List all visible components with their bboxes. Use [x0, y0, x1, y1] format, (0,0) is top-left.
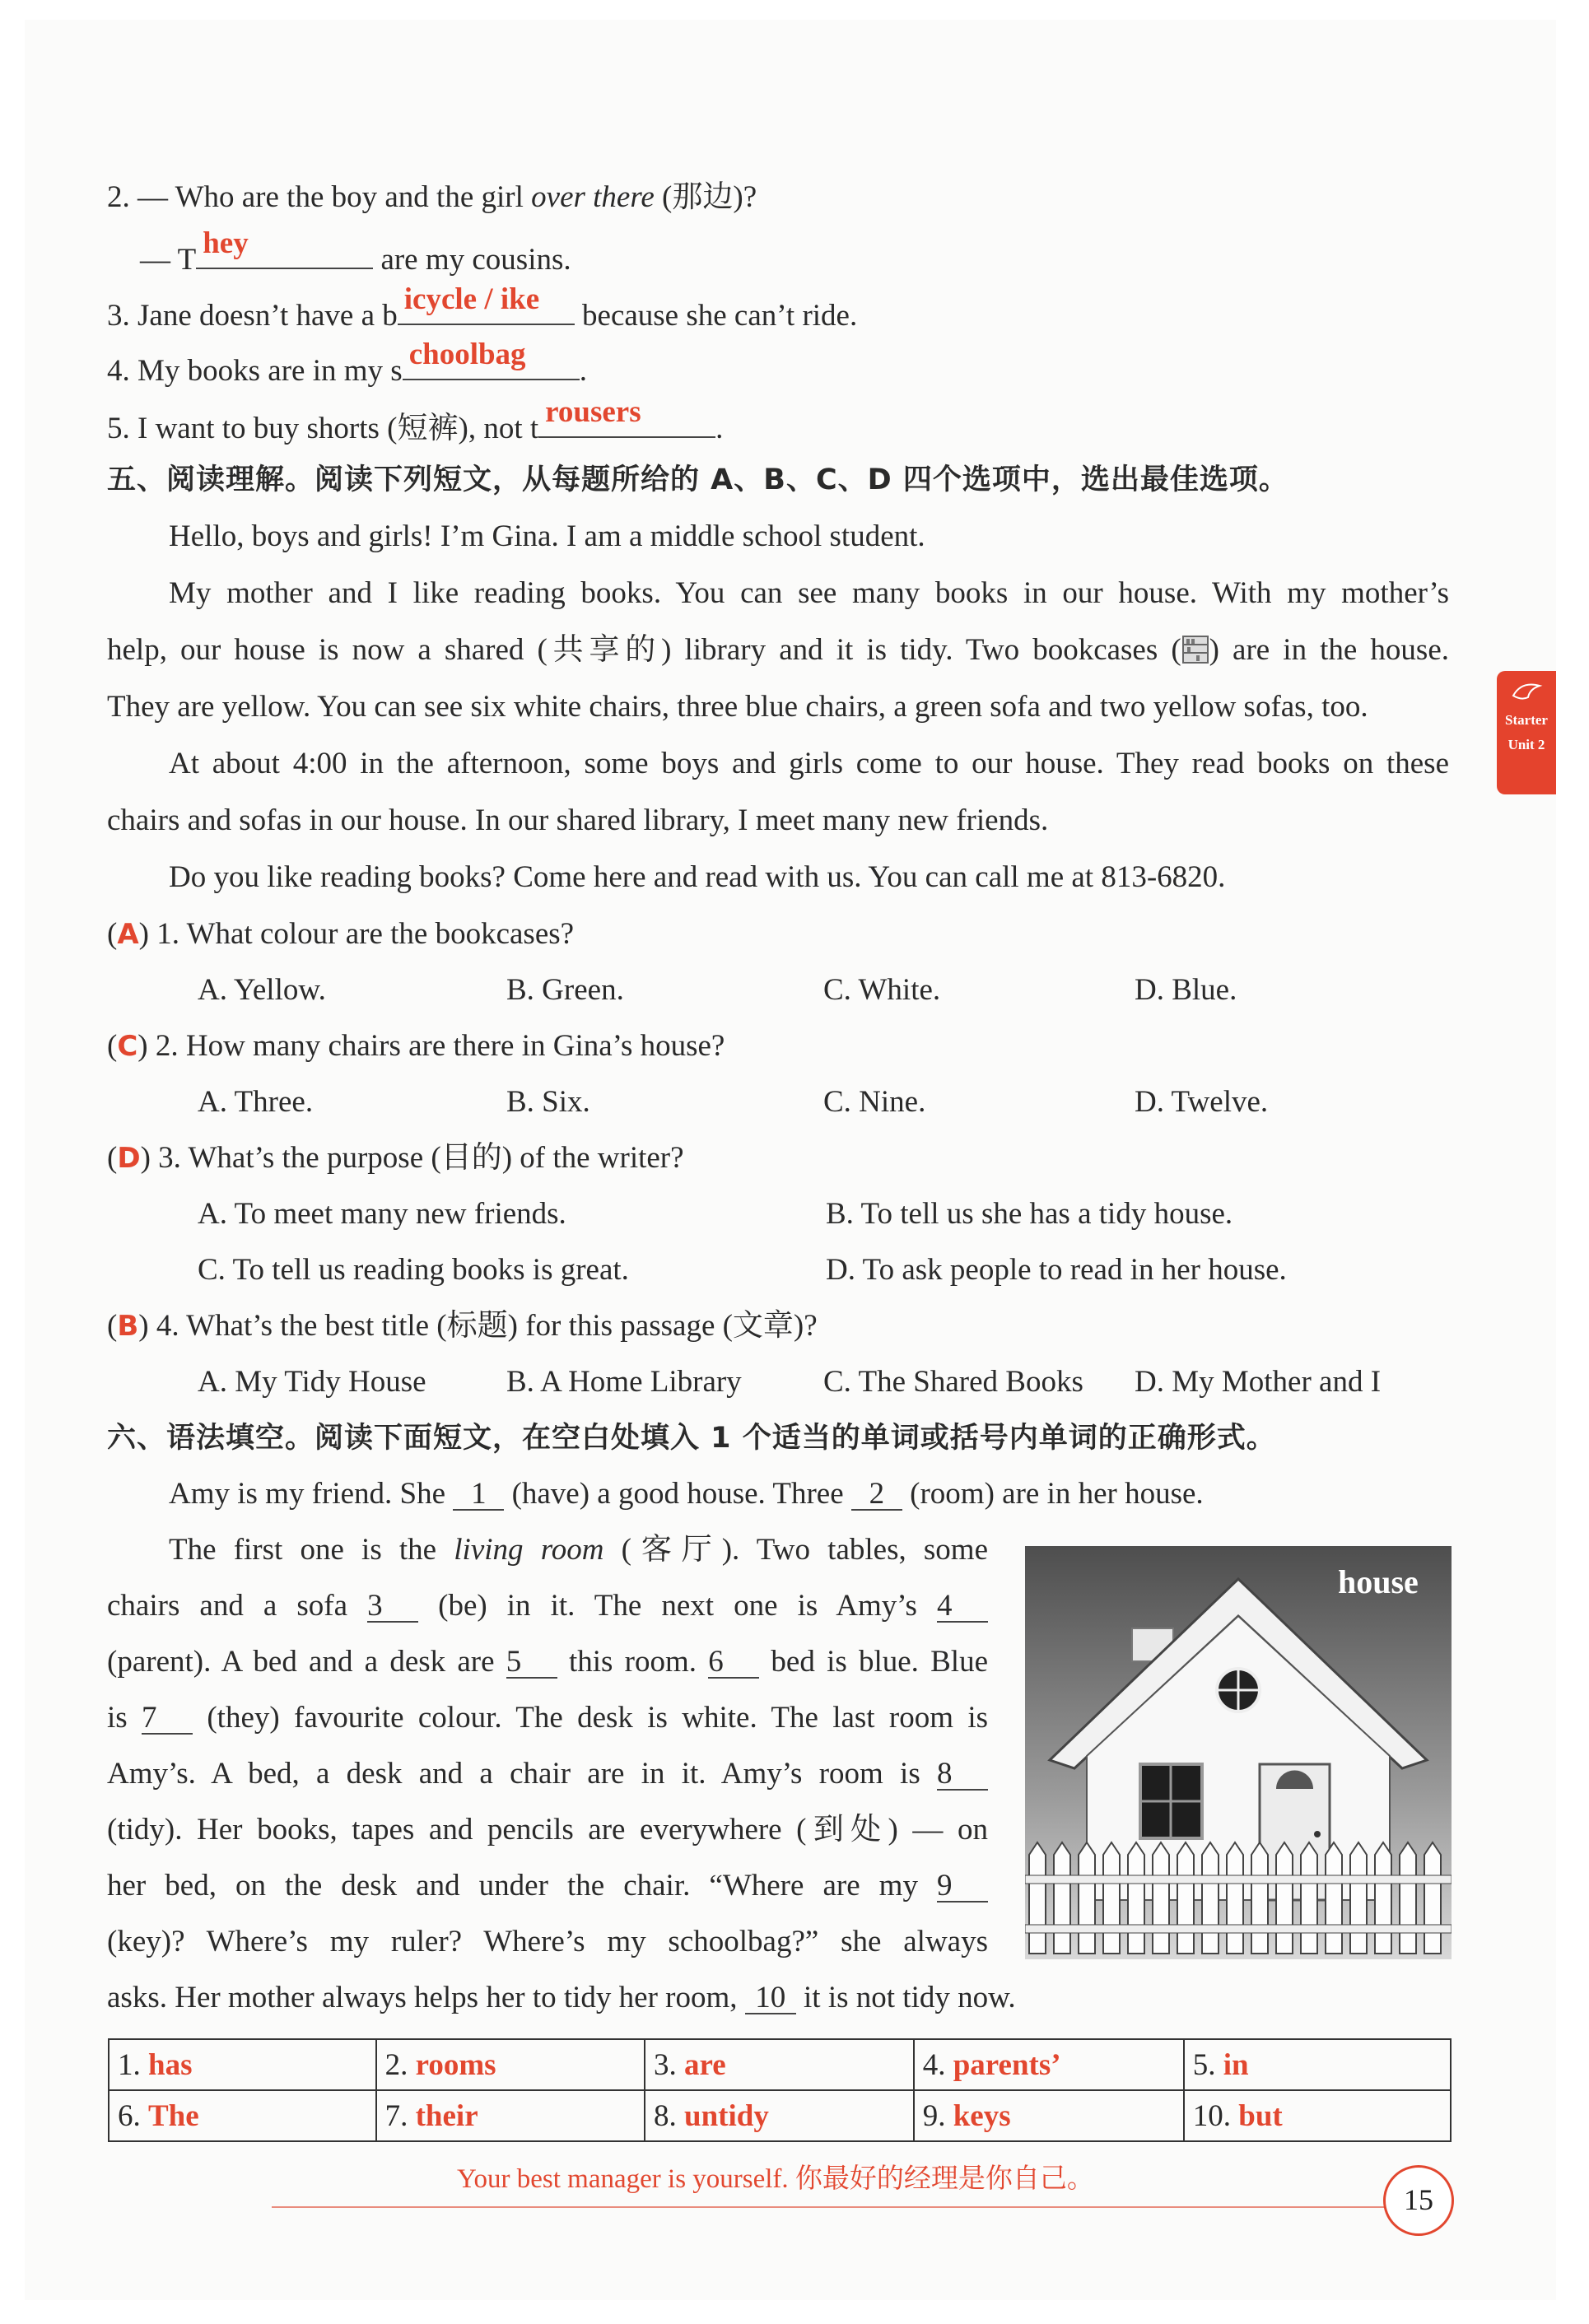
cloze-blank: 5 [506, 1647, 557, 1679]
table-cell: 1. has [109, 2039, 376, 2090]
unit-side-tab [1497, 671, 1556, 794]
cloze-line-9: (key)? Where’s my ruler? Where’s my schoolbag?” she always [107, 1925, 988, 1958]
option: B. Green. [506, 973, 624, 1007]
option: A. Three. [198, 1085, 314, 1119]
table-row [109, 2090, 1451, 2141]
cloze-line-3: chairs and a sofa 3 (be) in it. The next one is Amy’s 4 [107, 1586, 988, 1627]
passage-p2a: My mother and I like reading books. You can see many books in our house. With my mother’s [169, 576, 1449, 610]
option: C. White. [823, 973, 941, 1007]
answer-table [108, 2038, 1452, 2142]
q2-answer-line: — T hey are my cousins. [140, 235, 571, 281]
table-cell: 6. The [109, 2090, 376, 2141]
option: B. Six. [506, 1085, 590, 1119]
choice-answer: A [117, 918, 139, 951]
bookcase-icon [1181, 635, 1209, 664]
q5-line: 5. I want to buy shorts (短裤), not t rousers . [107, 403, 723, 449]
option: D. My Mother and I [1135, 1365, 1382, 1399]
passage-p3a: At about 4:00 in the afternoon, some boys and girls come to our house. They read books on these [169, 747, 1449, 780]
answer-text: hey [203, 226, 249, 260]
tab-line-1: Starter [1505, 712, 1548, 728]
cloze-blank: 4 [937, 1591, 988, 1623]
table-cell: 10. but [1184, 2090, 1451, 2141]
option: B. A Home Library [506, 1365, 742, 1399]
option: A. To meet many new friends. [198, 1197, 566, 1231]
footer-motto: Your best manager is yourself. 你最好的经理是你自己。 [457, 2164, 1094, 2194]
cloze-line-5: is 7 (they) favourite colour. The desk is white. The last room is [107, 1701, 988, 1735]
tab-line-2: Unit 2 [1507, 737, 1545, 752]
table-cell: 3. are [645, 2039, 914, 2090]
section5-heading: 五、阅读理解。阅读下列短文，从每题所给的 A、B、C、D 四个选项中，选出最佳选项。 [107, 463, 1288, 496]
cloze-line-2: The first one is the living room (客厅). Two tables, some [169, 1533, 988, 1567]
option: D. Twelve. [1135, 1085, 1269, 1119]
cloze-line-4: (parent). A bed and a desk are 5 this room. 6 bed is blue. Blue [107, 1645, 989, 1679]
passage-p1: Hello, boys and girls! I’m Gina. I am a middle school student. [169, 519, 925, 553]
option: A. My Tidy House [198, 1365, 426, 1399]
table-cell: 8. untidy [645, 2090, 914, 2141]
cloze-line-6: Amy’s. A bed, a desk and a chair are in it. Amy’s room is 8 [107, 1753, 988, 1795]
cloze-blank: 10 [745, 1983, 796, 2014]
passage-p2c: They are yellow. You can see six white chairs, three blue chairs, a green sofa and two yellow sofas, too. [107, 690, 1368, 724]
page-number: 15 [1383, 2165, 1454, 2236]
cloze-line-7: (tidy). Her books, tapes and pencils are everywhere (到处) — on [107, 1813, 988, 1847]
cloze-line-8: her bed, on the desk and under the chair. “Where are my 9 [107, 1865, 988, 1907]
option: C. The Shared Books [823, 1365, 1083, 1399]
cloze-blank: 8 [937, 1759, 988, 1791]
option: B. To tell us she has a tidy house. [826, 1197, 1233, 1231]
q2-question: 2. — Who are the boy and the girl over there (那边)? [107, 180, 757, 214]
cloze-blank: 9 [937, 1871, 988, 1903]
question-1: (A) 1. What colour are the bookcases? [107, 917, 575, 951]
option: C. Nine. [823, 1085, 926, 1119]
table-cell: 7. their [376, 2090, 645, 2141]
house-illustration [1025, 1546, 1452, 1959]
cloze-line-1: Amy is my friend. She 1 (have) a good house. Three 2 (room) are in her house. [169, 1477, 1204, 1511]
table-cell: 9. keys [914, 2090, 1184, 2141]
question-3: (D) 3. What’s the purpose (目的) of the writer? [107, 1141, 684, 1175]
cloze-blank: 6 [708, 1647, 759, 1679]
cloze-line-10: asks. Her mother always helps her to tidy her room, 10 it is not tidy now. [107, 1981, 1016, 2014]
table-cell: 4. parents’ [914, 2039, 1184, 2090]
question-4: (B) 4. What’s the best title (标题) for this passage (文章)? [107, 1309, 818, 1343]
answer-text: icycle / ike [403, 282, 540, 316]
section6-heading: 六、语法填空。阅读下面短文，在空白处填入 1 个适当的单词或括号内单词的正确形式。 [107, 1422, 1276, 1455]
choice-answer: D [117, 1142, 141, 1175]
option: D. To ask people to read in her house. [826, 1253, 1287, 1287]
table-row [109, 2039, 1451, 2090]
option: D. Blue. [1135, 973, 1237, 1007]
choice-answer: B [117, 1310, 139, 1343]
table-cell: 2. rooms [376, 2039, 645, 2090]
question-2: (C) 2. How many chairs are there in Gina’s house? [107, 1029, 725, 1063]
cloze-blank: 1 [453, 1479, 504, 1511]
option: A. Yellow. [198, 973, 326, 1007]
answer-text: rousers [545, 395, 641, 429]
table-cell: 5. in [1184, 2039, 1451, 2090]
choice-answer: C [117, 1030, 138, 1063]
q3-line: 3. Jane doesn’t have a b icycle / ike because she can’t ride. [107, 291, 857, 337]
cloze-blank: 7 [142, 1703, 193, 1735]
footer-divider [272, 2206, 1391, 2208]
house-label: house [1338, 1563, 1419, 1600]
passage-p2b: help, our house is now a shared (共享的) library and it is tidy. Two bookcases ( ) are in the house. [107, 633, 1449, 667]
passage-p3b: chairs and sofas in our house. In our shared library, I meet many new friends. [107, 803, 1049, 837]
answer-text: choolbag [408, 338, 526, 371]
bird-icon [1510, 679, 1543, 704]
passage-p4: Do you like reading books? Come here and read with us. You can call me at 813-6820. [169, 860, 1226, 894]
option: C. To tell us reading books is great. [198, 1253, 629, 1287]
q4-line: 4. My books are in my s choolbag . [107, 346, 587, 392]
cloze-blank: 3 [367, 1591, 418, 1623]
cloze-blank: 2 [851, 1479, 902, 1511]
